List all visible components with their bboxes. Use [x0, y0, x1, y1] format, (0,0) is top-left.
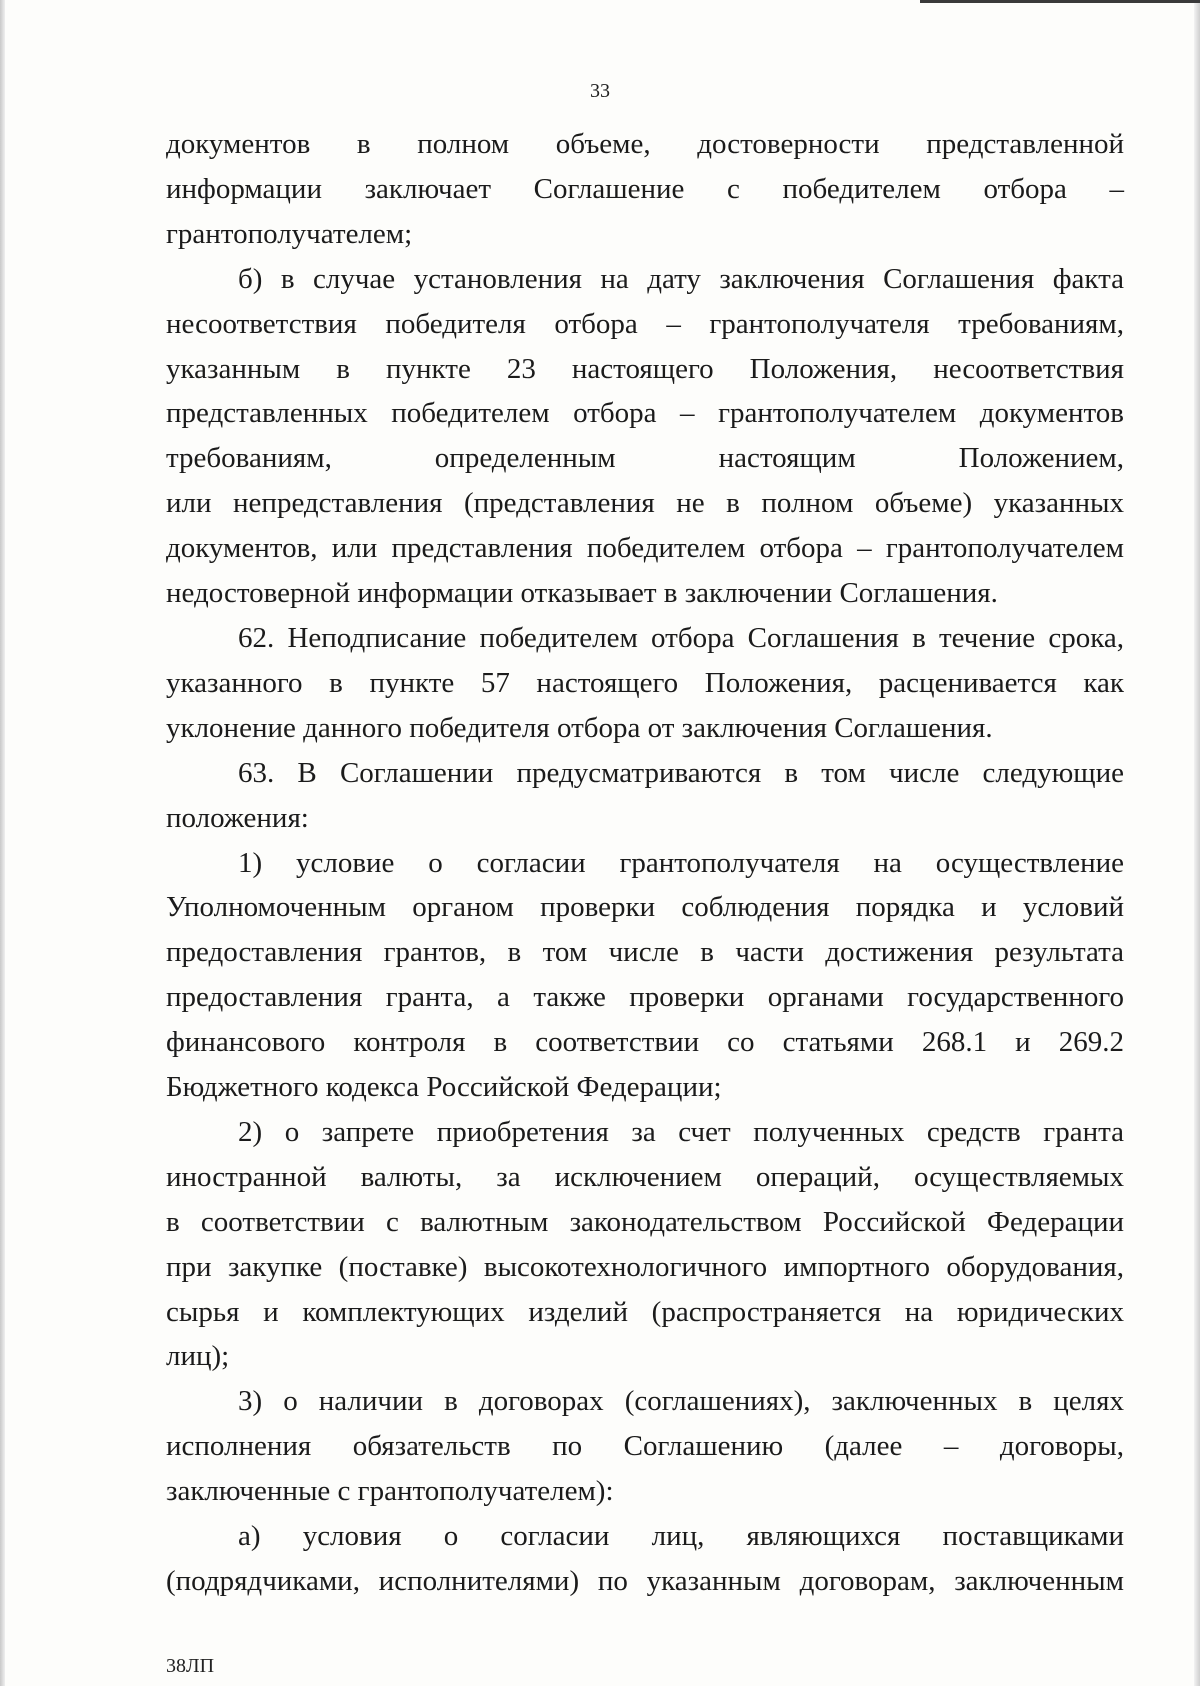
text-line-paragraph	[166, 167, 1124, 212]
paragraph-b	[166, 257, 1124, 302]
paragraph-item-3	[166, 1379, 1124, 1424]
text-line: исполнения обязательств по Соглашению (далее – договоры,	[166, 1430, 1124, 1463]
paragraph-subitem-a	[166, 1514, 1124, 1559]
text-line-paragraph	[166, 1559, 1124, 1604]
text-line-paragraph	[166, 212, 1124, 257]
text-line: а) условия о согласии лиц, являющихся поставщиками	[238, 1520, 1124, 1553]
text-line-paragraph	[166, 1290, 1124, 1335]
text-line: 63. В Соглашении предусматриваются в том числе следующие	[238, 756, 1124, 789]
text-line: б) в случае установления на дату заключения Соглашения факта	[238, 262, 1124, 295]
text-line-paragraph	[166, 347, 1124, 392]
text-line-paragraph	[166, 885, 1124, 930]
document-body	[166, 122, 1124, 1604]
text-line: иностранной валюты, за исключением операций, осуществляемых	[166, 1160, 1124, 1193]
text-line-paragraph	[166, 436, 1124, 481]
text-line: лиц);	[166, 1340, 230, 1373]
top-rule-line	[920, 0, 1200, 3]
text-line: указанным в пункте 23 настоящего Положения, несоответствия	[166, 352, 1124, 385]
text-line-paragraph	[166, 1424, 1124, 1469]
text-line: Бюджетного кодекса Российской Федерации;	[166, 1071, 722, 1104]
paragraph-63	[166, 751, 1124, 796]
text-line-paragraph	[166, 1020, 1124, 1065]
paragraph-62	[166, 616, 1124, 661]
text-line-paragraph	[166, 975, 1124, 1020]
paragraph-item-1	[166, 841, 1124, 886]
text-line-paragraph	[166, 1245, 1124, 1290]
paragraph-continuation	[166, 122, 1124, 167]
text-line: 1) условие о согласии грантополучателя на осуществление	[238, 846, 1124, 879]
text-line-paragraph	[166, 796, 1124, 841]
text-line-paragraph	[166, 526, 1124, 571]
text-line: документов, или представления победителем отбора – грантополучателем	[166, 532, 1124, 565]
page-number: 33	[590, 80, 610, 102]
text-line-paragraph	[166, 481, 1124, 526]
scan-edge-left	[0, 0, 5, 1686]
text-line: представленных победителем отбора – грантополучателем документов	[166, 397, 1124, 430]
text-line: или непредставления (представления не в полном объеме) указанных	[166, 487, 1124, 520]
text-line: Уполномоченным органом проверки соблюдения порядка и условий	[166, 891, 1124, 924]
text-line: положения:	[166, 801, 309, 834]
text-line-paragraph	[166, 706, 1124, 751]
text-line-paragraph	[166, 661, 1124, 706]
text-line-paragraph	[166, 930, 1124, 975]
text-line: информации заключает Соглашение с победителем отбора –	[166, 172, 1124, 205]
text-line: предоставления грантов, в том числе в части достижения результата	[166, 936, 1124, 969]
text-line-paragraph	[166, 1065, 1124, 1110]
text-line: несоответствия победителя отбора – грантополучателя требованиям,	[166, 307, 1124, 340]
text-line: 2) о запрете приобретения за счет полученных средств гранта	[238, 1115, 1124, 1148]
text-line: уклонение данного победителя отбора от заключения Соглашения.	[166, 711, 993, 744]
text-line: (подрядчиками, исполнителями) по указанным договорам, заключенным	[166, 1565, 1124, 1597]
text-line: грантополучателем;	[166, 217, 413, 250]
text-line-paragraph	[166, 302, 1124, 347]
text-line-paragraph	[166, 1200, 1124, 1245]
text-line-paragraph	[166, 1155, 1124, 1200]
paragraph-item-2	[166, 1110, 1124, 1155]
text-line-paragraph	[166, 1469, 1124, 1514]
text-line: финансового контроля в соответствии со статьями 268.1 и 269.2	[166, 1026, 1124, 1059]
text-line: недостоверной информации отказывает в заключении Соглашения.	[166, 577, 998, 610]
text-line: документов в полном объеме, достоверности представленной	[166, 128, 1124, 160]
text-line-paragraph	[166, 571, 1124, 616]
document-footer-code: 38ЛП	[166, 1655, 215, 1677]
text-line: 3) о наличии в договорах (соглашениях), заключенных в целях	[238, 1385, 1124, 1418]
text-line: 62. Неподписание победителем отбора Соглашения в течение срока,	[238, 621, 1124, 654]
text-line: заключенные с грантополучателем):	[166, 1475, 614, 1508]
text-line-paragraph	[166, 1334, 1124, 1379]
text-line-paragraph	[166, 391, 1124, 436]
text-line: сырья и комплектующих изделий (распространяется на юридических	[166, 1295, 1124, 1328]
text-line: предоставления гранта, а также проверки органами государственного	[166, 981, 1124, 1014]
text-line: в соответствии с валютным законодательством Российской Федерации	[166, 1205, 1124, 1238]
text-line: при закупке (поставке) высокотехнологичного импортного оборудования,	[166, 1250, 1124, 1283]
text-line: указанного в пункте 57 настоящего Положения, расценивается как	[166, 666, 1124, 699]
text-line: требованиям, определенным настоящим Положением,	[166, 442, 1124, 475]
scan-edge-right	[1194, 0, 1200, 1686]
